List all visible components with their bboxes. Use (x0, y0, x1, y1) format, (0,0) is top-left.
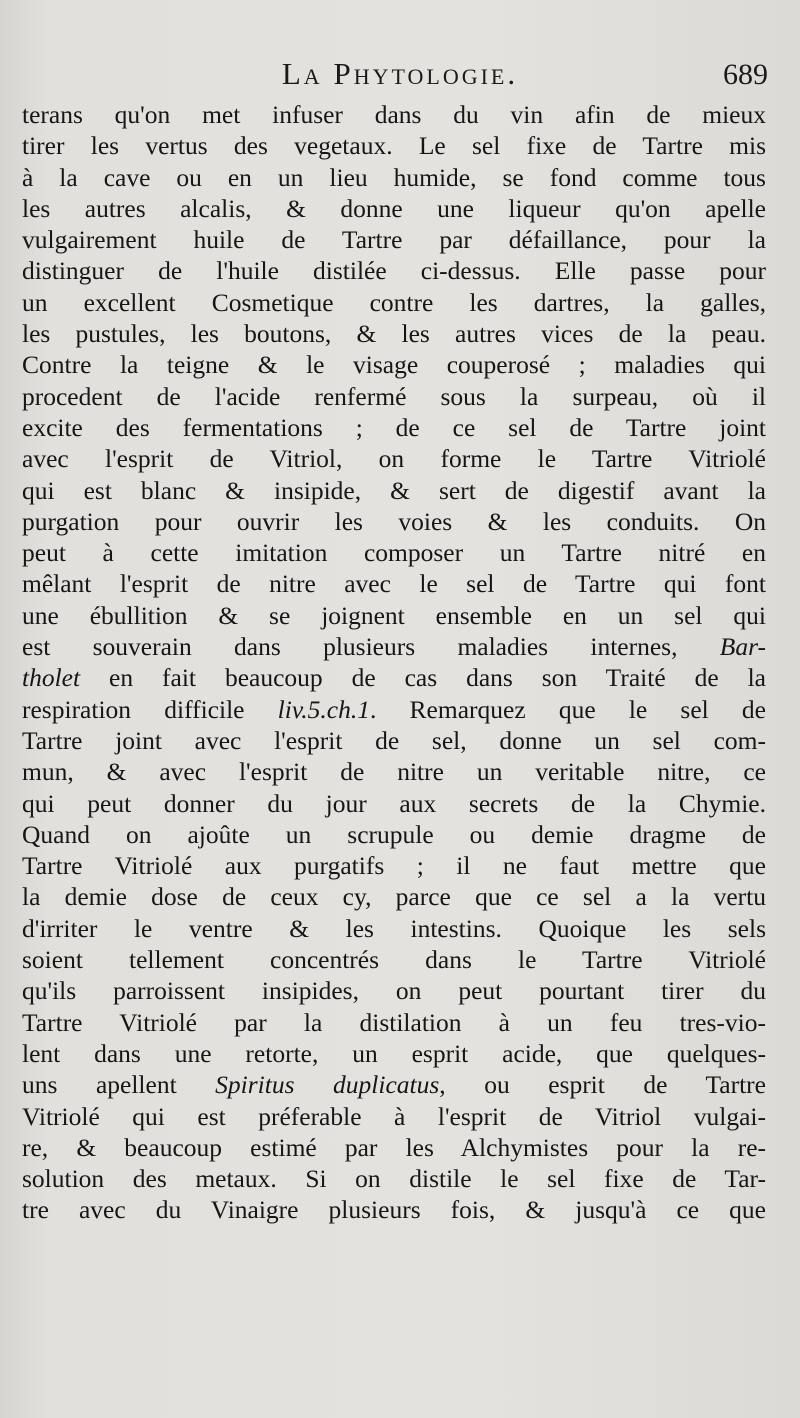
text-line (22, 819, 766, 850)
text-line (22, 913, 766, 944)
text-line (22, 412, 766, 443)
text-span: . Remarquez que le sel de (369, 694, 766, 724)
text-line (22, 1007, 766, 1038)
text-line (22, 881, 766, 912)
text-span: Tartre Vitriolé par la distilation à un feu tres-vio- (22, 1007, 766, 1037)
text-line (22, 631, 766, 662)
text-span: tre avec du Vinaigre plusieurs fois, & jusqu'à ce que (22, 1195, 766, 1225)
text-span: terans qu'on met infuser dans du vin afin de mieux (22, 100, 766, 129)
text-line (22, 975, 766, 1006)
text-span: une ébullition & se joignent ensemble en un sel qui (22, 600, 766, 630)
text-span: avec l'esprit de Vitriol, on forme le Tartre Vitriolé (22, 444, 766, 474)
text-span: solution des metaux. Si on distile le sel fixe de Tar- (22, 1164, 766, 1194)
text-line (22, 318, 766, 349)
text-span: les pustules, les boutons, & les autres vices de la peau. (22, 319, 766, 349)
text-span: qui peut donner du jour aux secrets de la Chymie. (22, 788, 766, 818)
text-span: mun, & avec l'esprit de nitre un veritable nitre, ce (22, 757, 766, 787)
text-line (22, 193, 766, 224)
text-span: , ou esprit de Tartre (439, 1070, 766, 1100)
text-span: Tartre Vitriolé aux purgatifs ; il ne faut mettre que (22, 851, 766, 881)
text-line (22, 506, 766, 537)
text-span: à la cave ou en un lieu humide, se fond comme tous (22, 162, 766, 192)
text-span: re, & beaucoup estimé par les Alchymistes pour la re- (22, 1132, 766, 1162)
text-line (22, 224, 766, 255)
text-line (22, 537, 766, 568)
page-header (0, 56, 800, 100)
text-span: en fait beaucoup de cas dans son Traité de la (80, 663, 766, 693)
text-span: Contre la teigne & le visage couperosé ; maladies qui (22, 350, 766, 380)
text-line (22, 662, 766, 693)
text-span: procedent de l'acide renfermé sous la surpeau, où il (22, 381, 766, 411)
text-line (22, 162, 766, 193)
text-line (22, 349, 766, 380)
italic-text: tholet (22, 663, 81, 693)
text-line (22, 475, 766, 506)
text-span: qu'ils parroissent insipides, on peut pourtant tirer du (22, 976, 766, 1006)
text-line (22, 694, 766, 725)
text-line (22, 1163, 766, 1194)
text-span: distinguer de l'huile distilée ci-dessus. Elle passe pour (22, 256, 766, 286)
text-line (22, 600, 766, 631)
text-span: Quand on ajoûte un scrupule ou demie dragme de (22, 819, 766, 849)
text-line (22, 725, 766, 756)
text-span: qui est blanc & insipide, & sert de digestif avant la (22, 475, 766, 505)
text-span: les autres alcalis, & donne une liqueur qu'on apelle (22, 193, 766, 223)
text-span: vulgairement huile de Tartre par défaillance, pour la (22, 225, 766, 255)
text-line (22, 130, 766, 161)
text-span: peut à cette imitation composer un Tartre nitré en (22, 538, 766, 568)
text-line (22, 788, 766, 819)
text-span: Tartre joint avec l'esprit de sel, donne un sel com- (22, 725, 766, 755)
italic-text: Bar- (719, 632, 766, 662)
text-span: mêlant l'esprit de nitre avec le sel de Tartre qui font (22, 569, 766, 599)
text-line (22, 568, 766, 599)
text-span: d'irriter le ventre & les intestins. Quoique les sels (22, 913, 766, 943)
text-span: soient tellement concentrés dans le Tartre Vitriolé (22, 945, 766, 975)
italic-text: liv.5.ch.1 (277, 694, 370, 724)
text-line (22, 756, 766, 787)
text-span: est souverain dans plusieurs maladies internes, (22, 632, 720, 662)
text-span: respiration difficile (22, 694, 278, 724)
body-text (22, 99, 766, 1226)
text-span: tirer les vertus des vegetaux. Le sel fixe de Tartre mis (22, 131, 766, 161)
text-span: uns apellent (22, 1070, 216, 1100)
text-line (22, 1101, 766, 1132)
text-line (22, 1132, 766, 1163)
text-line (22, 1194, 766, 1225)
text-line (22, 1038, 766, 1069)
text-span: un excellent Cosmetique contre les dartres, la galles, (22, 287, 766, 317)
text-span: Vitriolé qui est préferable à l'esprit de Vitriol vulgai- (22, 1101, 766, 1131)
text-line (22, 255, 766, 286)
text-span: lent dans une retorte, un esprit acide, que quelques- (22, 1038, 766, 1068)
text-span: excite des fermentations ; de ce sel de Tartre joint (22, 412, 766, 442)
text-span: purgation pour ouvrir les voies & les conduits. On (22, 506, 766, 536)
text-line (22, 850, 766, 881)
italic-text: Spiritus duplicatus (215, 1070, 440, 1100)
running-title: La Phytologie. (281, 56, 519, 91)
text-line (22, 381, 766, 412)
text-line (22, 1069, 766, 1100)
text-line (22, 287, 766, 318)
text-line (22, 944, 766, 975)
page-number: 689 (723, 58, 768, 91)
text-line (22, 443, 766, 474)
text-line (22, 99, 766, 130)
text-span: la demie dose de ceux cy, parce que ce sel a la vertu (22, 882, 766, 912)
